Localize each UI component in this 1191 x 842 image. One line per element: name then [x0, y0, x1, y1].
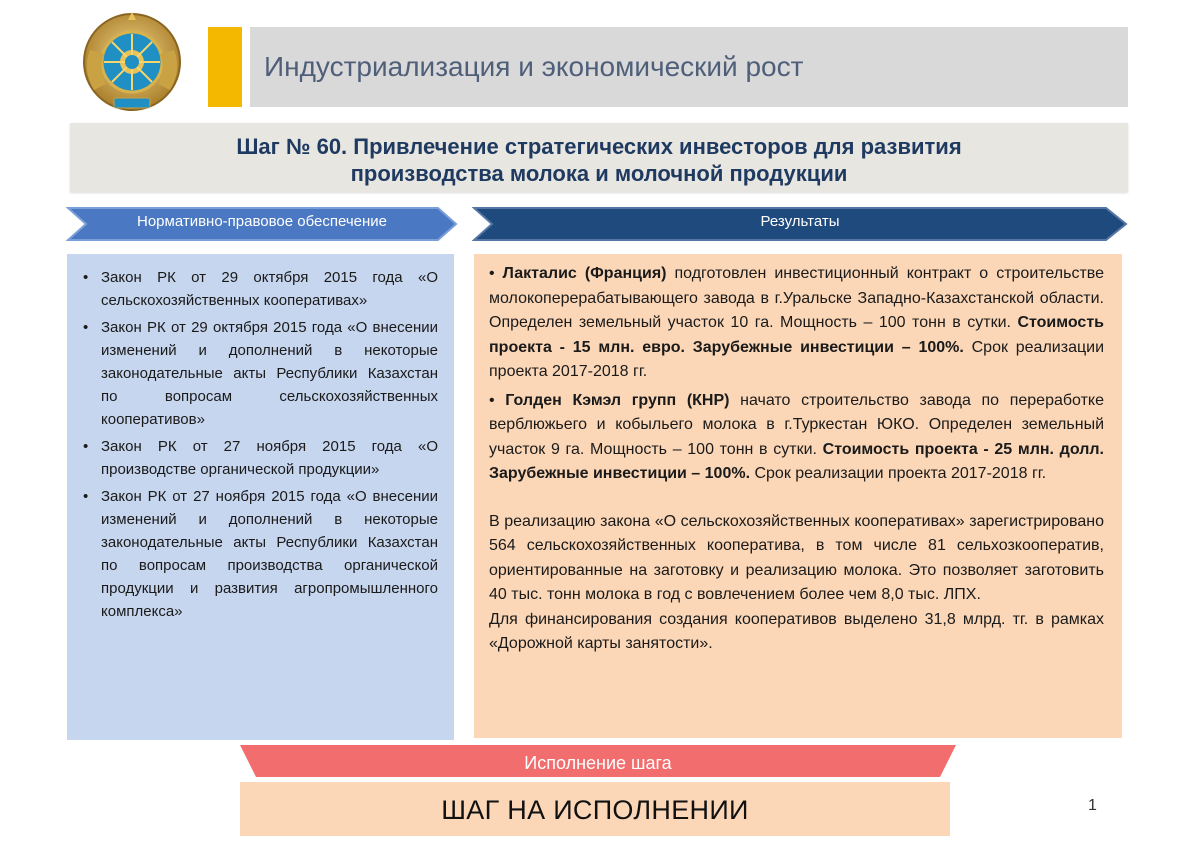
status-text: ШАГ НА ИСПОЛНЕНИИ — [441, 795, 749, 825]
kazakhstan-emblem-icon — [76, 10, 188, 120]
list-item: • Закон РК от 27 ноября 2015 года «О производстве органической продукции» — [101, 435, 438, 481]
list-item: • Закон РК от 29 октября 2015 года «О внесении изменений и дополнений в некоторые законодательные акты Республики Казахстан по вопросам сельскохозяйственных кооперативов» — [101, 316, 438, 431]
financing-paragraph: Для финансирования создания кооперативов выделено 31,8 млрд. тг. в рамках «Дорожной карты занятости». — [489, 610, 1104, 652]
laws-panel — [67, 254, 454, 740]
results-panel — [474, 254, 1122, 738]
step-title-line2: производства молока и молочной продукции — [350, 161, 848, 186]
result-item-golden-camel: • Голден Кэмэл групп (КНР) начато строительство завода по переработке верблюжьего и кобыльего молока в г.Туркестан ЮКО. Определен земельный участок 9 га. Мощность – 100 тонн в сутки. Стоимость проекта - 25 млн. долл. Зарубежные инвестиции – 100%. Срок реализации проекта 2017-2018 гг. — [489, 391, 1104, 482]
results-content — [474, 254, 1122, 657]
right-section-title: Результаты — [760, 213, 840, 230]
bullet-icon: • — [83, 438, 89, 455]
bullet-icon: • — [83, 269, 89, 286]
right-section-header — [472, 206, 1128, 242]
cooperatives-paragraph: В реализацию закона «О сельскохозяйственных кооперативах» зарегистрировано 564 сельскохозяйственных кооператива, в том числе 81 сельхозкооператив, ориентированные на заготовку и реализацию молока. Это позволяет заготовить 40 тыс. тонн молока в год с вовлечением более чем 8,0 тыс. ЛПХ. — [489, 512, 1104, 603]
page-title: Индустриализация и экономический рост — [264, 51, 804, 82]
header-bar — [250, 27, 1128, 107]
page-number: 1 — [1088, 797, 1097, 814]
bullet-icon: • — [83, 319, 89, 336]
step-title-box — [70, 123, 1128, 192]
left-section-header — [66, 206, 458, 242]
left-section-title: Нормативно-правовое обеспечение — [136, 213, 388, 230]
laws-list — [67, 254, 454, 623]
bullet-icon: • — [83, 488, 89, 505]
list-item: • Закон РК от 27 ноября 2015 года «О внесении изменений и дополнений в некоторые законодательные акты Республики Казахстан по вопросам производства органической продукции и развития агропромышленного комплекса» — [101, 485, 438, 623]
list-item: • Закон РК от 29 октября 2015 года «О сельскохозяйственных кооперативах» — [101, 266, 438, 312]
accent-bar — [208, 27, 242, 107]
bullet-icon: • — [489, 391, 495, 409]
step-title-line1: Шаг № 60. Привлечение стратегических инвесторов для развития — [236, 134, 962, 159]
result-item-lactalis: • Лакталис (Франция) подготовлен инвестиционный контракт о строительстве молокоперерабатывающего завода в г.Уральске Западно-Казахстанской области. Определен земельный участок 10 га. Мощность – 100 тонн в сутки. Стоимость проекта - 15 млн. евро. Зарубежные инвестиции – 100%. Срок реализации проекта 2017-2018 гг. — [489, 265, 1105, 380]
emblem — [76, 10, 188, 120]
execution-label: Исполнение шага — [524, 753, 672, 773]
bullet-icon: • — [489, 265, 495, 282]
status-box — [240, 782, 950, 836]
execution-ribbon — [240, 745, 956, 777]
